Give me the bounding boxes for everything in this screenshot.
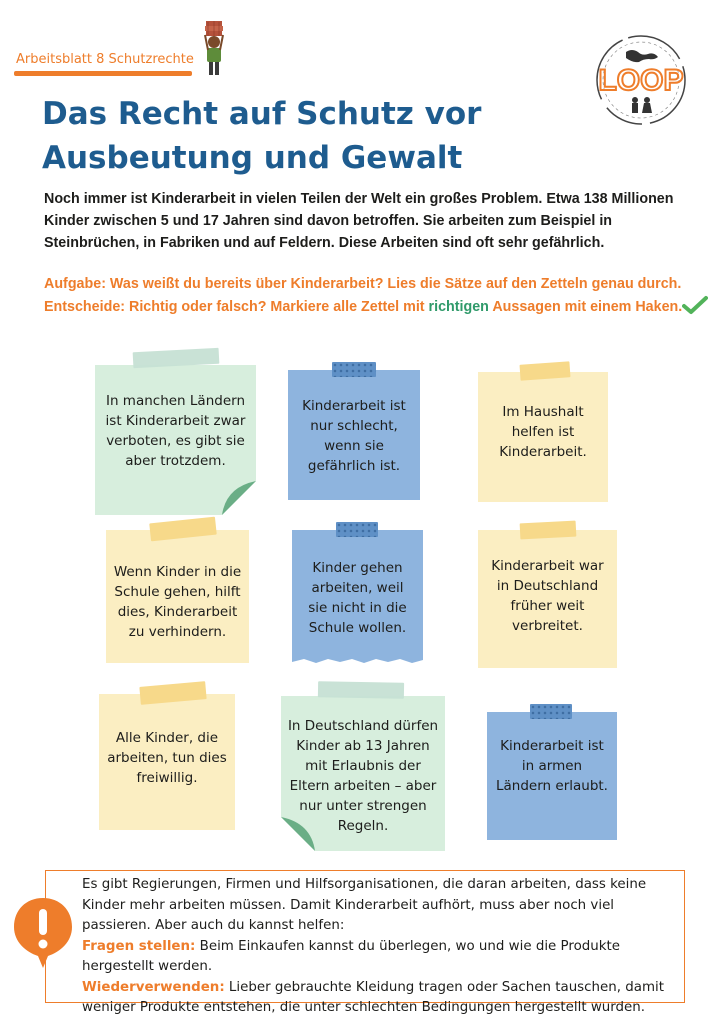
note-9-text: Kinderarbeit ist in armen Ländern erlaubt. [496,738,608,794]
note-7-text: Alle Kinder, die arbeiten, tun dies freiwillig. [107,730,227,786]
note-6[interactable] [478,530,617,668]
task-line-1: Aufgabe: Was weißt du bereits über Kinderarbeit? Lies die Sätze auf den Zetteln genau durch. [44,276,682,292]
task-highlight-richtigen: richtigen [428,299,489,315]
note-1-text: In manchen Ländern ist Kinderarbeit zwar verboten, es gibt sie aber trotzdem. [105,393,246,469]
note-8[interactable] [281,696,445,851]
info-intro: Es gibt Regierungen, Firmen und Hilfsorganisationen, die daran arbeiten, dass keine Kinder mehr arbeiten müssen. Damit Kinderarbeit aufhört, muss aber noch viel passieren. Aber auch du kannst helfen: [82,877,647,933]
note-8-tape [318,681,404,698]
note-4[interactable] [106,530,249,663]
child-carrying-bricks-icon [200,20,228,78]
checkmark-icon [682,295,708,315]
header-underline [14,71,192,76]
tip-2-label: Wiederverwenden: [82,979,225,995]
info-text [82,875,682,1019]
svg-text:LOOP: LOOP [598,64,684,97]
page-title [42,92,562,180]
title-line-1: Das Recht auf Schutz vor [42,96,482,132]
tip-1-text: Beim Einkaufen kannst du überlegen, wo und wie die Produkte hergestellt werden. [82,938,621,974]
note-3-text: Im Haushalt helfen ist Kinderarbeit. [499,404,587,460]
torn-edge [292,656,423,664]
task-line-2 [44,295,714,318]
note-2-tape [332,362,376,377]
note-1[interactable] [95,365,256,515]
folded-corner-icon [281,817,315,851]
note-8-text: In Deutschland dürfen Kinder ab 13 Jahren mit Erlaubnis der Eltern arbeiten – aber nur unter strengen Regeln. [287,718,439,834]
tip-1-label: Fragen stellen: [82,938,196,954]
note-5[interactable] [292,530,423,658]
task-line-2-start: Entscheide: Richtig oder falsch? Markiere alle Zettel mit [44,299,429,315]
exclamation-alert-icon [12,896,74,970]
note-9-tape [530,704,572,719]
loop-logo-icon [586,30,696,130]
note-5-text: Kinder gehen arbeiten, weil sie nicht in die Schule wollen. [308,560,407,636]
folded-corner-icon [222,481,256,515]
note-2-text: Kinderarbeit ist nur schlecht, wenn sie gefährlich ist. [302,398,406,474]
note-4-text: Wenn Kinder in die Schule gehen, hilft dies, Kinderarbeit zu verhindern. [113,564,242,640]
task-instructions [44,273,714,318]
info-box [45,870,685,1015]
task-line-2-end: Aussagen mit einem Haken. [488,299,683,315]
intro-paragraph: Noch immer ist Kinderarbeit in vielen Teilen der Welt ein großes Problem. Etwa 138 Millionen Kinder zwischen 5 und 17 Jahren sind davon betroffen. Sie arbeiten zum Beispiel in Steinbrüchen, in Fabriken und auf Feldern. Diese Arbeiten sind oft sehr gefährlich. [44,191,674,251]
worksheet-label: Arbeitsblatt 8 Schutzrechte [16,52,194,67]
note-9[interactable] [487,712,617,840]
note-3[interactable] [478,372,608,502]
note-6-text: Kinderarbeit war in Deutschland früher weit verbreitet. [491,558,604,634]
note-5-tape [336,522,378,537]
title-line-2: Ausbeutung und Gewalt [42,140,463,176]
tip-2-text: Lieber gebrauchte Kleidung tragen oder Sachen tauschen, damit weniger Produkte entstehen, die unter schlechten Bedingungen hergestellt wurden. [82,979,664,1015]
note-2[interactable] [288,370,420,500]
note-6-tape [520,521,577,540]
note-7[interactable] [99,694,235,830]
